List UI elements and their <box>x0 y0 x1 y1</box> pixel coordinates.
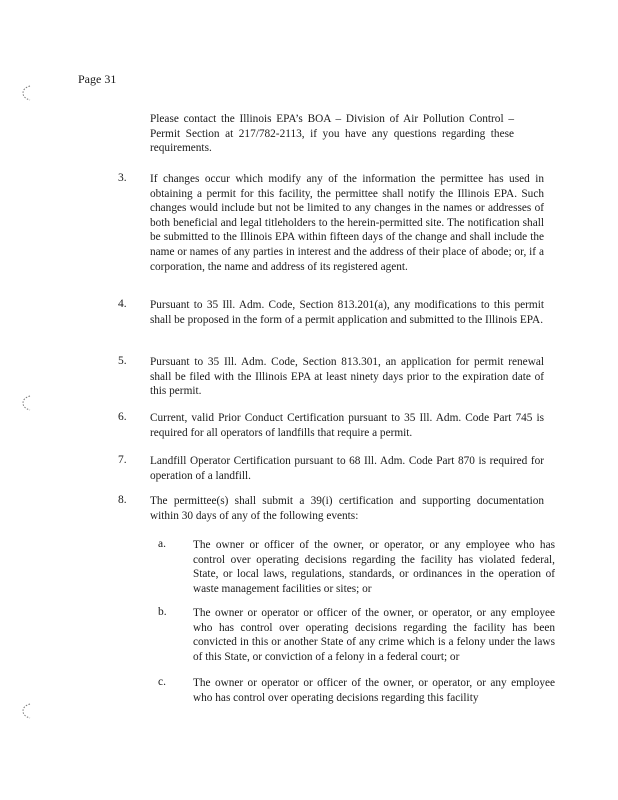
item-number: 6. <box>118 411 127 423</box>
item-text: Current, valid Prior Conduct Certification pursuant to 35 Ill. Adm. Code Part 745 is required for all operators of landfills that require a permit. <box>150 412 544 439</box>
item-number: 3. <box>118 172 127 184</box>
subitem-text: The owner or operator or officer of the owner, or operator, or any employee who has control over operating decisions regarding the facility has been convicted in this or another State of any crime which is a felony under the laws of this State, or conviction of a felony in a federal court; or <box>193 607 555 663</box>
item-text: Pursuant to 35 Ill. Adm. Code, Section 813.201(a), any modifications to this permit shall be proposed in the form of a permit application and submitted to the Illinois EPA. <box>150 299 544 326</box>
item-number: 5. <box>118 355 127 367</box>
item-text: Landfill Operator Certification pursuant to 68 Ill. Adm. Code Part 870 is required for operation of a landfill. <box>150 455 544 482</box>
subitem-letter: a. <box>158 538 166 550</box>
subitem-letter: c. <box>158 676 166 688</box>
item-number: 4. <box>118 298 127 310</box>
punch-hole-icon <box>20 702 34 720</box>
page-number: Page 31 <box>78 72 117 86</box>
subitem-text: The owner or officer of the owner, or operator, or any employee who has control over operating decisions regarding the facility has violated federal, State, or local laws, regulations, standards, or ordinances in the operation of waste management facilities or sites; or <box>193 539 555 595</box>
item-number: 7. <box>118 454 127 466</box>
subitem-letter: b. <box>158 606 167 618</box>
punch-hole-icon <box>20 394 34 412</box>
punch-hole-icon <box>20 84 34 102</box>
item-text: If changes occur which modify any of the information the permittee has used in obtaining a permit for this facility, the permittee shall notify the Illinois EPA. Such changes would include but not be limited to any changes in the names or addresses of both beneficial and legal titleholders to the herein-permitted site. The notification shall be submitted to the Illinois EPA within fifteen days of the change and shall include the name or names of any parties in interest and the address of their place of abode; or, if a corporation, the name and address of its registered agent. <box>150 173 544 273</box>
item-text: The permittee(s) shall submit a 39(i) certification and supporting documentation within 30 days of any of the following events: <box>150 495 544 522</box>
item-text: Pursuant to 35 Ill. Adm. Code, Section 813.301, an application for permit renewal shall be filed with the Illinois EPA at least ninety days prior to the expiration date of this permit. <box>150 356 544 398</box>
intro-paragraph: Please contact the Illinois EPA’s BOA – Division of Air Pollution Control – Permit Section at 217/782-2113, if you have any questions regarding these requirements. <box>150 113 514 155</box>
subitem-text: The owner or operator or officer of the owner, or operator, or any employee who has control over operating decisions regarding this facility <box>193 677 555 704</box>
item-number: 8. <box>118 494 127 506</box>
